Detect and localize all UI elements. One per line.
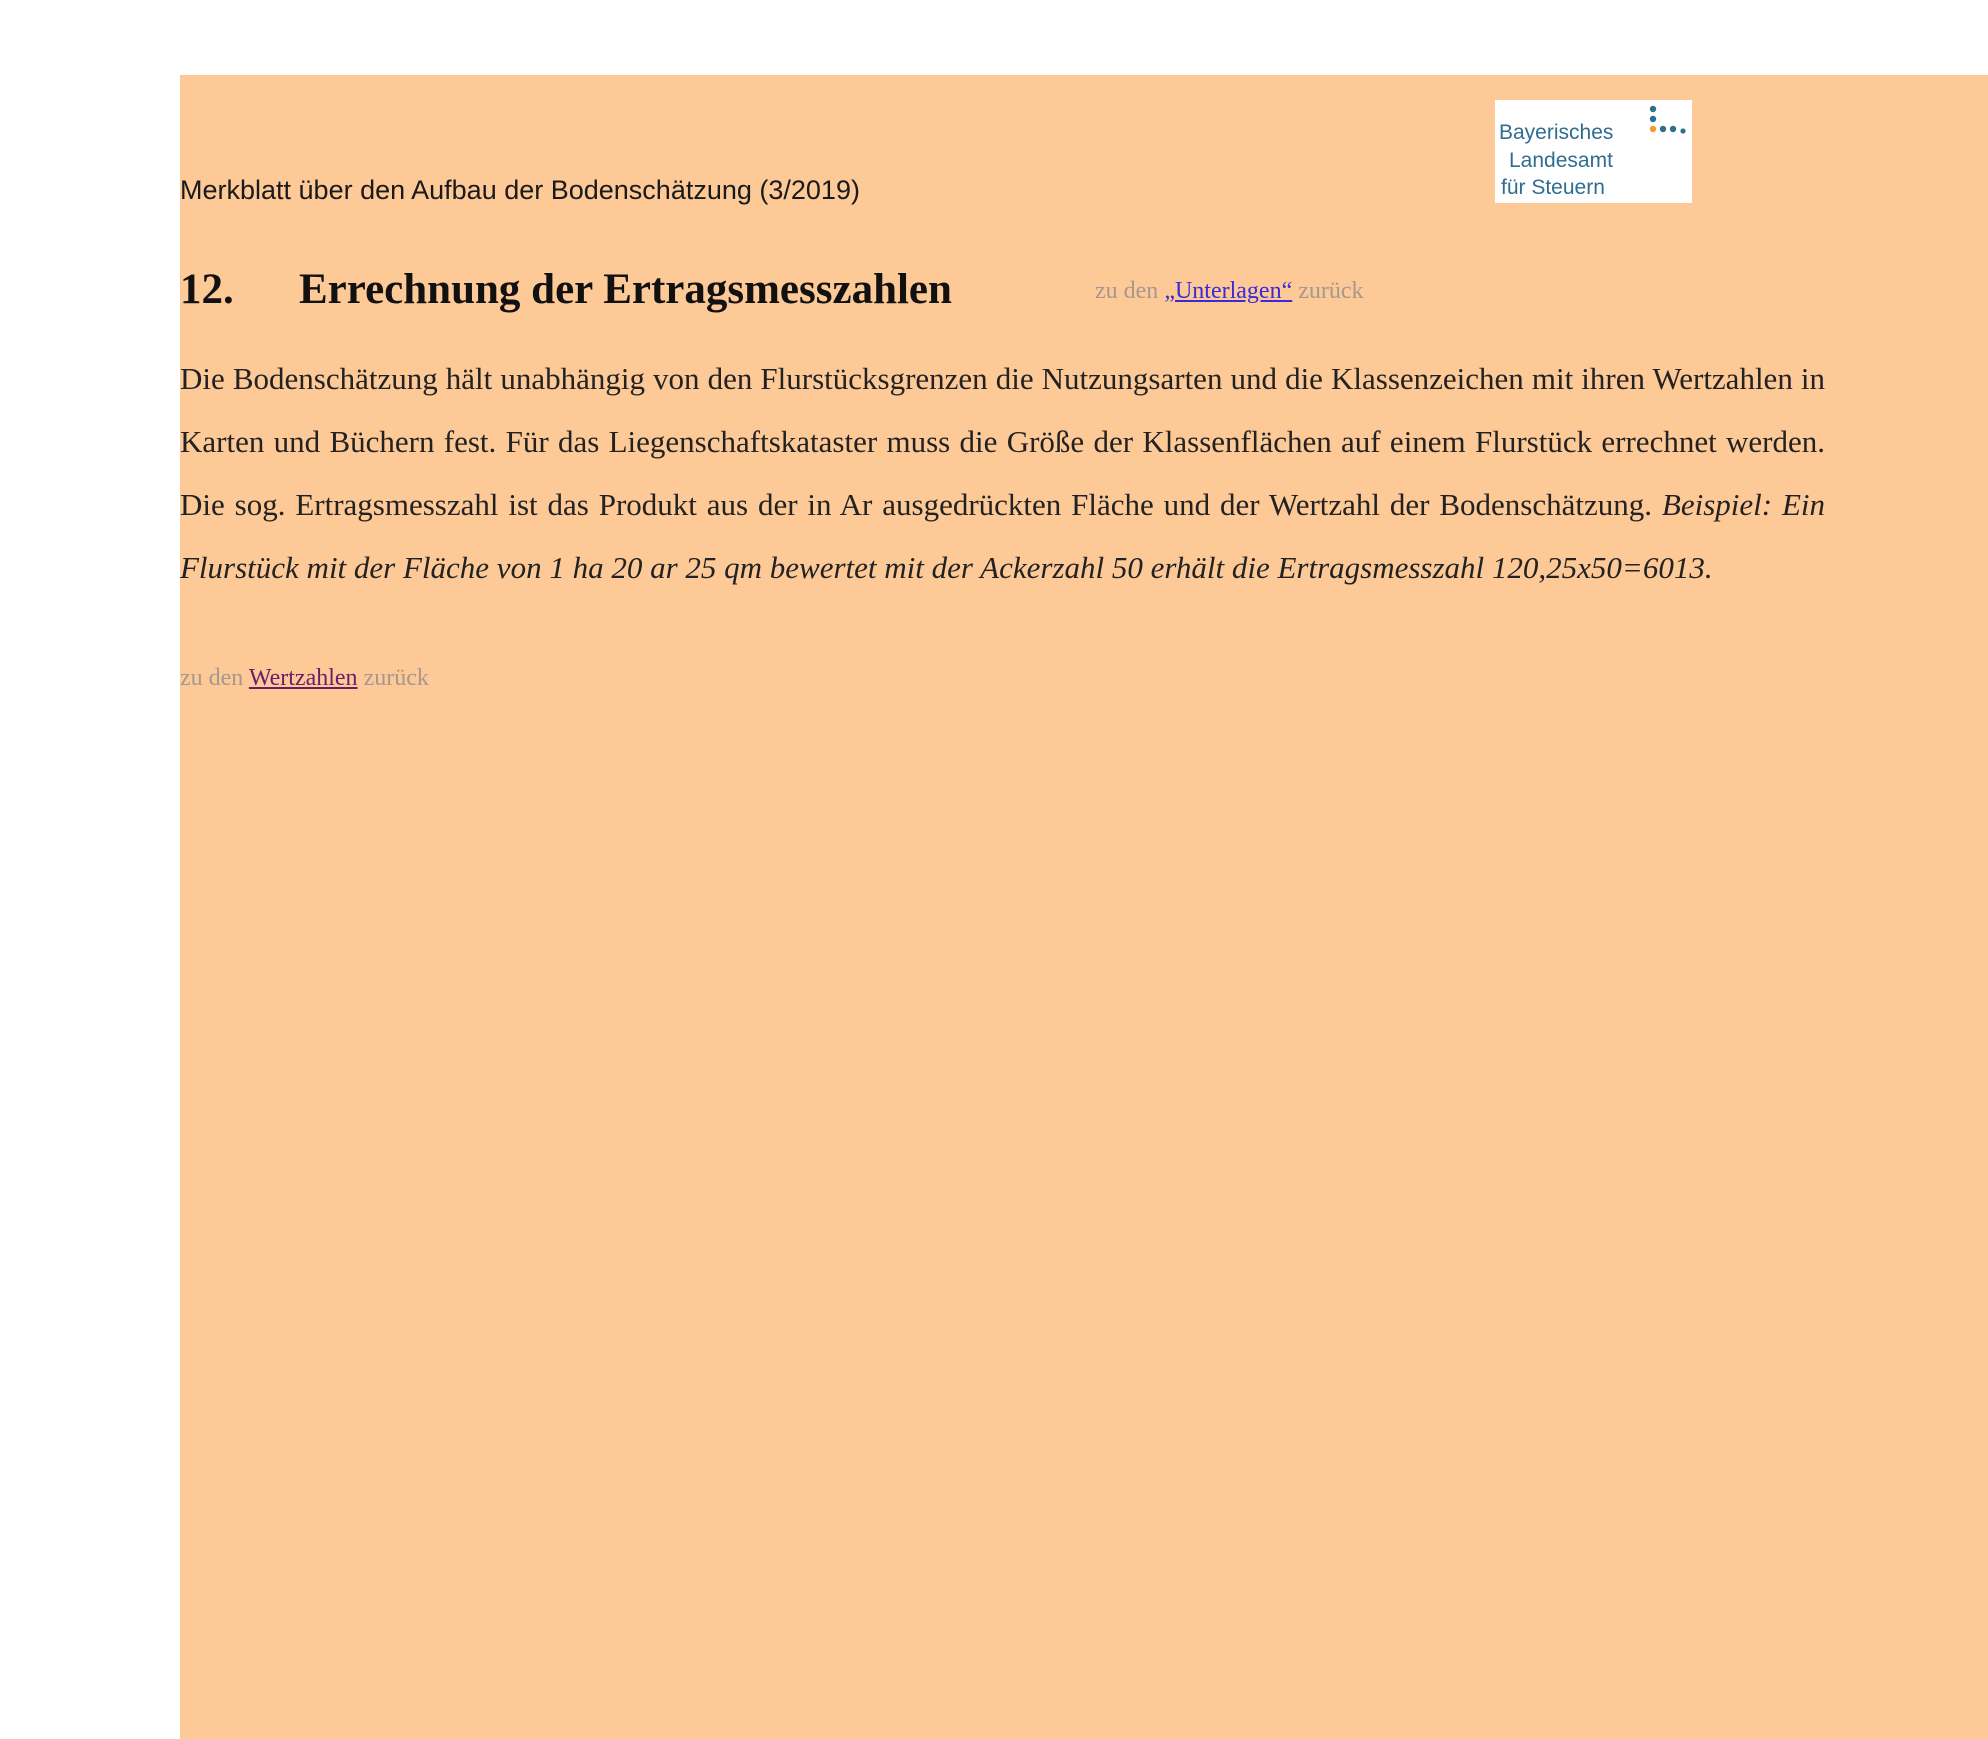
document-page xyxy=(180,75,1988,1739)
lfst-logo xyxy=(1495,100,1692,203)
logo-dots-icon xyxy=(1646,104,1686,140)
document-header-title: Merkblatt über den Aufbau der Bodenschätzung (3/2019) xyxy=(180,175,860,205)
wertzahlen-link[interactable]: Wertzahlen xyxy=(248,665,358,691)
nav-bottom-prefix: zu den xyxy=(180,665,244,691)
section-number: 12. xyxy=(180,266,234,313)
nav-bottom-suffix: zurück xyxy=(363,665,429,691)
section-heading xyxy=(180,265,952,314)
section-title: Errechnung der Ertragsmesszahlen xyxy=(299,266,952,313)
logo-text-line-3: für Steuern xyxy=(1501,176,1605,199)
nav-top-prefix: zu den xyxy=(1095,278,1159,304)
back-navigation-bottom xyxy=(180,665,429,692)
body-text: Die Bodenschätzung hält unabhängig von den Flurstücksgrenzen die Nutzungsarten und die Klassenzeichen mit ihren Wertzahlen in Karten und Büchern fest. Für das Liegenschaftskataster muss die Größe der Klassenflächen auf einem Flurstück errechnet werden. Die sog. Ertragsmesszahl ist das Produkt aus der in Ar ausgedrückten Fläche und der Wertzahl der Bodenschätzung. xyxy=(180,361,1825,522)
back-navigation-top xyxy=(1095,278,1364,305)
unterlagen-link[interactable]: „Unterlagen“ xyxy=(1164,278,1293,304)
example-text: Beispiel: Ein Flurstück mit der Fläche von 1 ha 20 ar 25 qm bewertet mit der Ackerzahl 50 erhält die Ertragsmesszahl 120,25x50=6013. xyxy=(180,487,1825,585)
logo-text-line-2: Landesamt xyxy=(1509,149,1613,172)
nav-top-suffix: zurück xyxy=(1298,278,1364,304)
logo-text-line-1: Bayerisches xyxy=(1499,121,1614,144)
body-paragraph xyxy=(180,347,1825,599)
